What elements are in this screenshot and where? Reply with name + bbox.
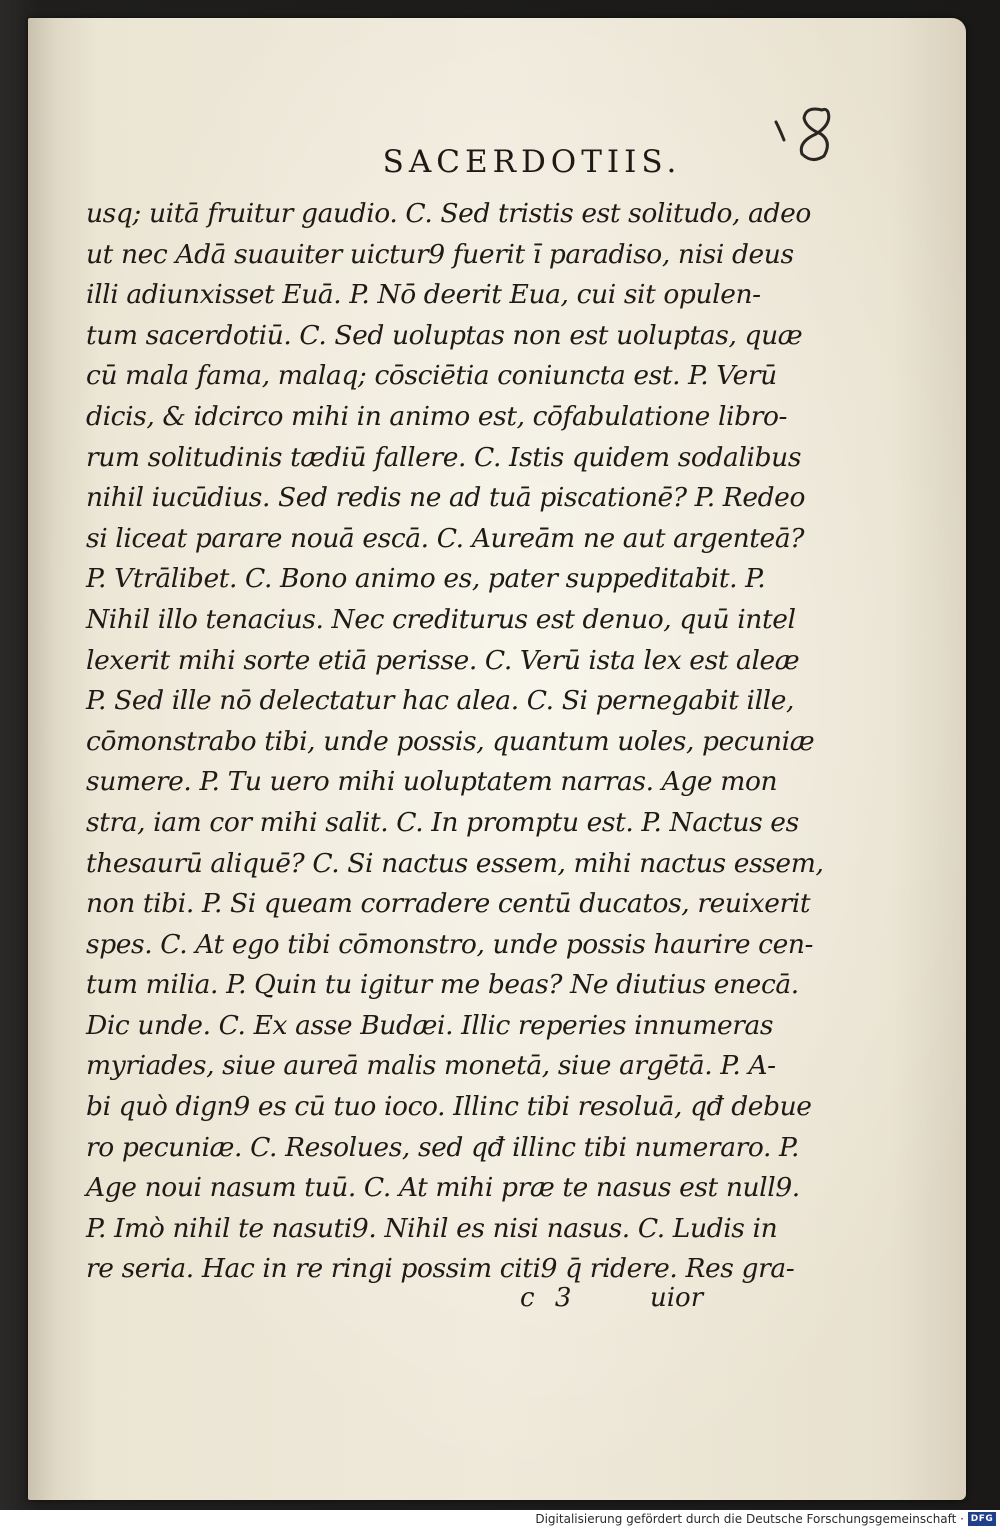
text-line: non tibi. P. Si queam corradere centū ducatos, reuixerit xyxy=(86,888,811,920)
text-line: spes. C. At ego tibi cōmonstro, unde possis haurire cen- xyxy=(86,928,814,960)
text-line: tum sacerdotiū. C. Sed uoluptas non est uoluptas, quæ xyxy=(86,319,803,351)
text-line: cōmonstrabo tibi, unde possis, quantum uoles, pecuniæ xyxy=(86,725,815,757)
text-line: P. Sed ille nō delectatur hac alea. C. Si pernegabit ille, xyxy=(86,685,795,717)
book-page xyxy=(28,18,966,1500)
text-line: dicis, & idcirco mihi in animo est, cōfabulatione libro- xyxy=(86,400,788,432)
text-line: sumere. P. Tu uero mihi uoluptatem narras. Age mon xyxy=(86,766,778,798)
text-line: illi adiunxisset Euā. P. Nō deerit Eua, cui sit opulen- xyxy=(86,279,761,311)
text-line: cū mala fama, malaq; cōsciētia coniuncta est. P. Verū xyxy=(86,360,777,392)
digitization-footer xyxy=(0,1510,1000,1529)
catchword: uior xyxy=(650,1283,704,1313)
body-text xyxy=(86,194,824,1290)
text-line: tum milia. P. Quin tu igitur me beas? Ne diutius enecā. xyxy=(86,969,799,1001)
text-line: re seria. Hac in re ringi possim citi9 q̄ ridere. Res gra- xyxy=(86,1253,795,1285)
text-line: Age noui nasum tuū. C. At mihi præ te nasus est null9. xyxy=(86,1172,800,1204)
text-line: usq; uitā fruitur gaudio. C. Sed tristis est solitudo, adeo xyxy=(86,198,811,229)
text-line: Dic unde. C. Ex asse Budæi. Illic reperies innumeras xyxy=(86,1009,774,1041)
text-line: stra, iam cor mihi salit. C. In promptu est. P. Nactus es xyxy=(86,806,799,838)
text-line: myriades, siue aureā malis monetā, siue argētā. P. A- xyxy=(86,1050,776,1082)
text-line: lexerit mihi sorte etiā perisse. C. Verū ista lex est aleæ xyxy=(86,644,800,676)
funding-credit: Digitalisierung gefördert durch die Deutsche Forschungsgemeinschaft · xyxy=(535,1512,964,1526)
signature-mark: c 3 xyxy=(520,1283,578,1313)
running-head: SACERDOTIIS. xyxy=(382,144,682,180)
text-line: si liceat parare nouā escā. C. Aureā̄m ne aut argenteā? xyxy=(86,522,805,554)
text-line: thesaurū aliquē? C. Si nactus essem, mihi nactus essem, xyxy=(86,847,824,879)
text-line: bi quò dign9 es cū tuo ioco. Illinc tibi resoluā, qđ debue xyxy=(86,1091,812,1123)
text-line: ut nec Adā suauiter uictur9 fuerit ī paradiso, nisi deus xyxy=(86,238,794,270)
text-line: nihil iucūdius. Sed redis ne ad tuā piscationē? P. Redeo xyxy=(86,482,806,514)
text-line: Nihil illo tenacius. Nec crediturus est denuo, quū intel xyxy=(86,603,796,635)
text-line: rum solitudinis tædiū fallere. C. Istis quidem sodalibus xyxy=(86,441,802,473)
text-line: P. Imò nihil te nasuti9. Nihil es nisi nasus. C. Ludis in xyxy=(86,1212,778,1244)
text-line: ro pecuniæ. C. Resolues, sed qđ illinc tibi numeraro. P. xyxy=(86,1131,800,1163)
text-line: P. Vtrālibet. C. Bono animo es, pater suppeditabit. P. xyxy=(86,563,766,595)
dfg-logo: DFG xyxy=(968,1512,996,1526)
